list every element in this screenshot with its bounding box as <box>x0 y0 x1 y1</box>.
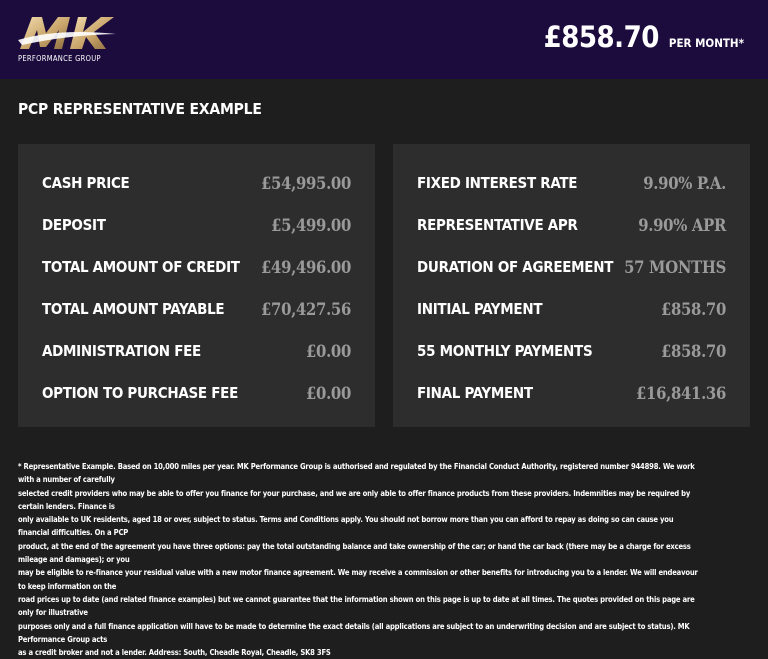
finance-row-initial-payment <box>417 295 726 323</box>
row-label: TOTAL AMOUNT OF CREDIT <box>42 258 240 276</box>
row-label: 55 MONTHLY PAYMENTS <box>417 342 593 360</box>
disclaimer-line: as a credit broker and not a lender. Address: South, Cheadle Royal, Cheadle, SK8 3FS <box>18 648 331 658</box>
finance-row-final-payment <box>417 379 726 407</box>
row-label: FIXED INTEREST RATE <box>417 174 578 192</box>
disclaimer-line: may be eligible to re-finance your residual value with a new motor finance agreement. We may receive a commission or other benefits for introducing you to a lender. We will endeavour to keep information on the <box>18 568 698 591</box>
row-label: ADMINISTRATION FEE <box>42 342 201 360</box>
row-value: £858.70 <box>660 299 726 319</box>
header-bar <box>0 0 768 79</box>
finance-panel-left <box>18 144 375 427</box>
finance-row-deposit <box>42 211 351 239</box>
finance-row-admin-fee <box>42 337 351 365</box>
monthly-price <box>544 20 744 54</box>
row-label: FINAL PAYMENT <box>417 384 533 402</box>
brand-logo[interactable] <box>18 13 118 65</box>
finance-row-duration <box>417 253 726 281</box>
mk-logo-mark <box>18 13 118 53</box>
row-value: £0.00 <box>306 383 351 403</box>
row-label: REPRESENTATIVE APR <box>417 216 578 234</box>
finance-panel-right <box>393 144 750 427</box>
row-value: 57 MONTHS <box>624 257 726 277</box>
disclaimer-line: purposes only and a full finance application will have to be made to determine the exact details (all applications are subject to an underwriting decision and are subject to status). MK Performance Group acts <box>18 621 690 644</box>
finance-row-option-fee <box>42 379 351 407</box>
row-value: £16,841.36 <box>636 383 726 403</box>
row-value: 9.90% P.A. <box>643 173 726 193</box>
row-value: £5,499.00 <box>271 215 351 235</box>
disclaimer-line: only available to UK residents, aged 18 or over, subject to status. Terms and Conditions apply. You should not borrow more than you can afford to repay as doing so can cause you financial difficulties. On a PCP <box>18 515 674 538</box>
row-label: DEPOSIT <box>42 216 106 234</box>
disclaimer-line: selected credit providers who may be able to offer you finance for your purchase, and we are only able to offer finance products from these providers. Indemnities may be required by certain lenders. Finance is <box>18 488 691 511</box>
disclaimer-line: product, at the end of the agreement you have three options: pay the total outstanding balance and take ownership of the car; or hand the car back (there may be a charge for excess mileage and damages); or you <box>18 541 691 565</box>
monthly-price-amount: £858.70 <box>543 20 659 54</box>
finance-disclaimer <box>18 460 698 659</box>
row-label: OPTION TO PURCHASE FEE <box>42 384 238 402</box>
finance-row-cash-price <box>42 169 351 197</box>
disclaimer-line: road prices up to date (and related finance examples) but we cannot guarantee that the information shown on this page is up to date at all times. The quotes provided on this page are only for illustrative <box>18 594 695 618</box>
row-label: INITIAL PAYMENT <box>417 300 543 318</box>
section-title: PCP REPRESENTATIVE EXAMPLE <box>18 100 262 118</box>
finance-row-interest-rate <box>417 169 726 197</box>
row-value: £0.00 <box>306 341 351 361</box>
finance-row-apr <box>417 211 726 239</box>
row-value: £54,995.00 <box>261 173 351 193</box>
disclaimer-line: * Representative Example. Based on 10,000 miles per year. MK Performance Group is authorised and regulated by the Financial Conduct Authority, registered number 944898. We work with a number of carefully <box>18 462 695 485</box>
finance-row-total-payable <box>42 295 351 323</box>
row-value: 9.90% APR <box>638 215 726 235</box>
row-value: £858.70 <box>660 341 726 361</box>
finance-row-monthly-payments <box>417 337 726 365</box>
monthly-price-suffix: PER MONTH* <box>668 36 744 50</box>
row-label: CASH PRICE <box>42 174 130 192</box>
row-value: £70,427.56 <box>261 299 351 319</box>
row-value: £49,496.00 <box>261 257 351 277</box>
finance-row-total-credit <box>42 253 351 281</box>
logo-subtitle: PERFORMANCE GROUP <box>18 54 101 63</box>
row-label: TOTAL AMOUNT PAYABLE <box>42 300 225 318</box>
row-label: DURATION OF AGREEMENT <box>417 258 614 276</box>
